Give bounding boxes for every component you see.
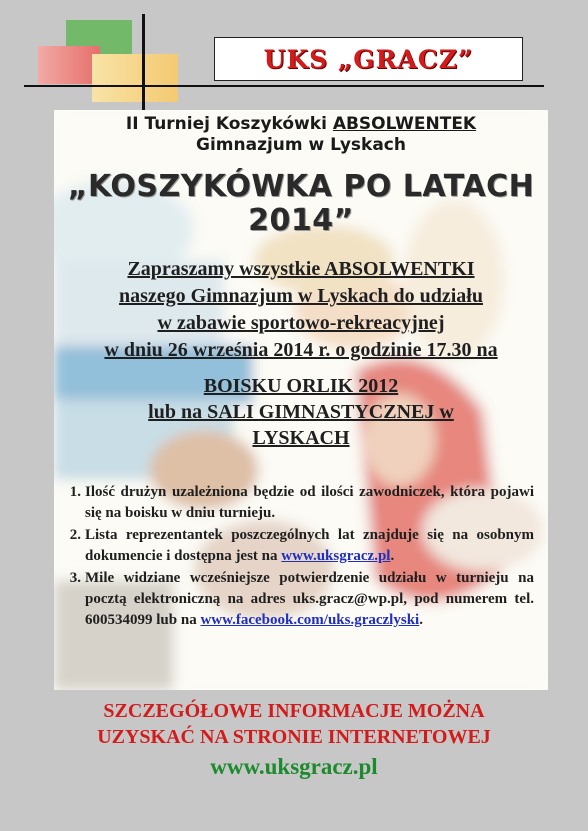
tournament-subtitle: II Turniej Koszykówki ABSOLWENTEK Gimnazjum w Lyskach [125, 114, 477, 155]
decor-horizontal-line [24, 85, 544, 87]
decor-red-square [38, 46, 100, 84]
poster-panel [54, 110, 548, 690]
brand-title: UKS „GRACZ” [263, 44, 474, 74]
footer-website-link[interactable]: www.uksgracz.pl [210, 754, 378, 779]
brand-box [214, 37, 523, 81]
rules-list [54, 482, 534, 632]
invite-line: w dniu 26 września 2014 r. o godzinie 17.30 na [104, 339, 498, 361]
decor-yellow-square [92, 54, 178, 102]
tournament-title: „KOSZYKÓWKA PO LATACH 2014” [67, 169, 535, 238]
decor-vertical-line [142, 14, 145, 114]
venue-text: BOISKU ORLIK 2012 lub na SALI GIMNASTYCZNEJ w LYSKACH [148, 375, 454, 449]
invitation-text [54, 256, 548, 364]
invite-line: Zapraszamy wszystkie ABSOLWENTKI [127, 258, 475, 280]
rule-item: 2. Lista reprezentantek poszczególnych lat znajduje się na osobnym dokumencie i dostępna jest na www.uksgracz.pl. [69, 527, 534, 564]
invite-line: w zabawie sportowo-rekreacyjnej [157, 312, 445, 334]
footer-info: SZCZEGÓŁOWE INFORMACJE MOŻNA UZYSKAĆ NA STRONIE INTERNETOWEJ [97, 700, 491, 748]
website-link[interactable]: www.uksgracz.pl [281, 548, 391, 564]
rule-item: 1. Ilość drużyn uzależniona będzie od ilości zawodniczek, która pojawi się na boisku w dniu turnieju. [69, 484, 534, 521]
invite-line: naszego Gimnazjum w Lyskach do udziału [119, 285, 483, 307]
facebook-link[interactable]: www.facebook.com/uks.graczlyski [200, 612, 420, 628]
rule-item: 3. Mile widziane wcześniejsze potwierdzenie udziału w turnieju na pocztą elektroniczną na adres uks.gracz@wp.pl, pod numerem tel. 600534099 lub na www.facebook.com/uks.graczlyski. [69, 570, 534, 628]
